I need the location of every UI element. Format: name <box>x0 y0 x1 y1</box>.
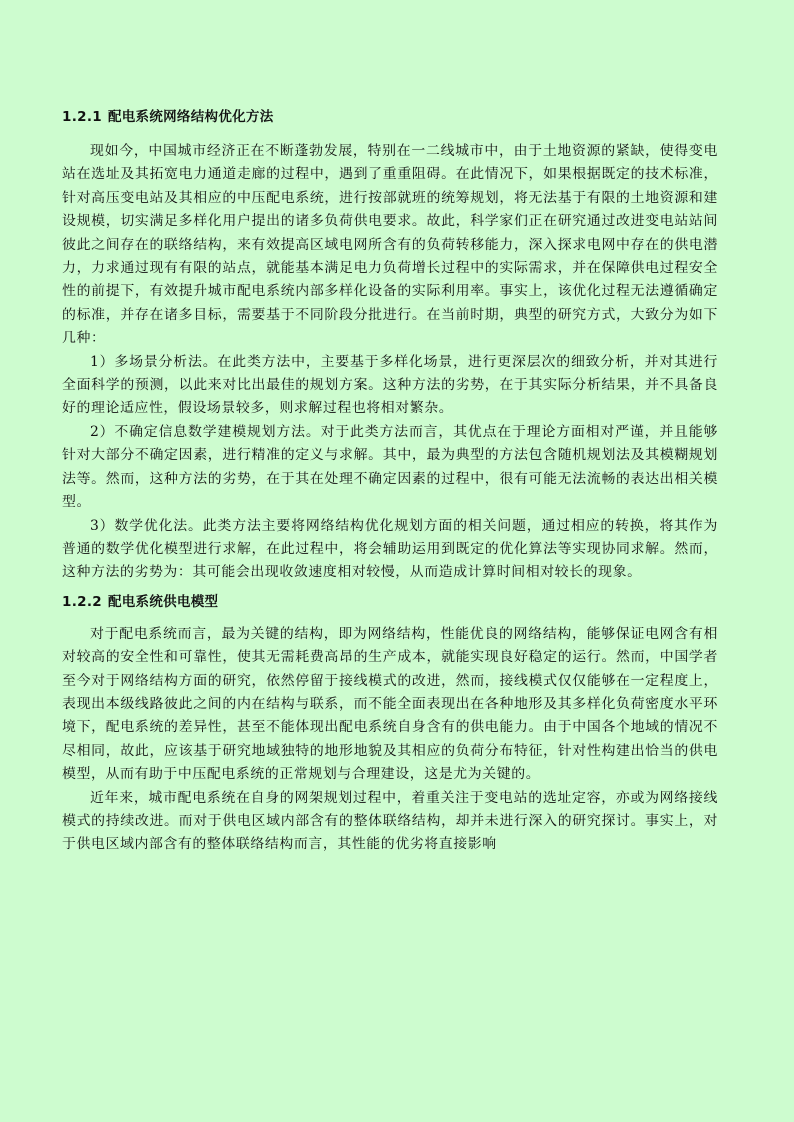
section-number: 1.2.2 <box>62 593 102 610</box>
section-title: 配电系统供电模型 <box>107 593 219 610</box>
paragraph: 对于配电系统而言，最为关键的结构，即为网络结构，性能优良的网络结构，能够保证电网含有相对较高的安全性和可靠性，使其无需耗费高昂的生产成本，就能实现良好稳定的运行。然而，中国学者至今对于网络结构方面的研究，依然停留于接线模式的改进，然而，接线模式仅仅能够在一定程度上，表现出本级线路彼此之间的内在结构与联系，而不能全面表现出在各种地形及其多样化负荷密度水平环境下，配电系统的差异性，甚至不能体现出配电系统自身含有的供电能力。由于中国各个地域的情况不尽相同，故此，应该基于研究地域独特的地形地貌及其相应的负荷分布特征，针对性构建出恰当的供电模型，从而有助于中压配电系统的正常规划与合理建设，这是尤为关键的。 <box>62 625 718 783</box>
paragraph: 现如今，中国城市经济正在不断蓬勃发展，特别在一二线城市中，由于土地资源的紧缺，使得变电站在选址及其拓宽电力通道走廊的过程中，遇到了重重阻碍。在此情况下，如果根据既定的技术标准，针对高压变电站及其相应的中压配电系统，进行按部就班的统筹规划，将无法基于有限的土地资源和建设规模，切实满足多样化用户提出的诸多负荷供电要求。故此，科学家们正在研究通过改进变电站站间彼此之间存在的联络结构，来有效提高区域电网所含有的负荷转移能力，深入探求电网中存在的供电潜力，力求通过现有有限的站点，就能基本满足电力负荷增长过程中的实际需求，并在保障供电过程安全性的前提下，有效提升城市配电系统内部多样化设备的实际利用率。事实上，该优化过程无法遵循确定的标准，并存在诸多目标，需要基于不同阶段分批进行。在当前时期，典型的研究方式，大致分为如下几种： <box>62 143 718 347</box>
paragraph: 2）不确定信息数学建模规划方法。对于此类方法而言，其优点在于理论方面相对严谨，并且能够针对大部分不确定因素，进行精准的定义与求解。其中，最为典型的方法包含随机规划法及其模糊规划法等。然而，这种方法的劣势，在于其在处理不确定因素的过程中，很有可能无法流畅的表达出相关模型。 <box>62 423 718 511</box>
paragraph: 近年来，城市配电系统在自身的网架规划过程中，着重关注于变电站的选址定容，亦或为网络接线模式的持续改进。而对于供电区域内部含有的整体联络结构，却并未进行深入的研究探讨。事实上，对于供电区域内部含有的整体联络结构而言，其性能的优劣将直接影响 <box>62 789 718 853</box>
document-page <box>62 106 718 857</box>
section-heading <box>62 591 718 613</box>
paragraph: 1）多场景分析法。在此类方法中，主要基于多样化场景，进行更深层次的细致分析，并对其进行全面科学的预测，以此来对比出最佳的规划方案。这种方法的劣势，在于其实际分析结果，并不具备良好的理论适应性，假设场景较多，则求解过程也将相对繁杂。 <box>62 353 718 417</box>
paragraph: 3）数学优化法。此类方法主要将网络结构优化规划方面的相关问题，通过相应的转换，将其作为普通的数学优化模型进行求解，在此过程中，将会辅助运用到既定的优化算法等实现协同求解。然而，这种方法的劣势为：其可能会出现收敛速度相对较慢，从而造成计算时间相对较长的现象。 <box>62 517 718 581</box>
section-number: 1.2.1 <box>62 109 102 125</box>
section-title: 配电系统网络结构优化方法 <box>107 109 274 125</box>
section-heading <box>62 106 718 128</box>
